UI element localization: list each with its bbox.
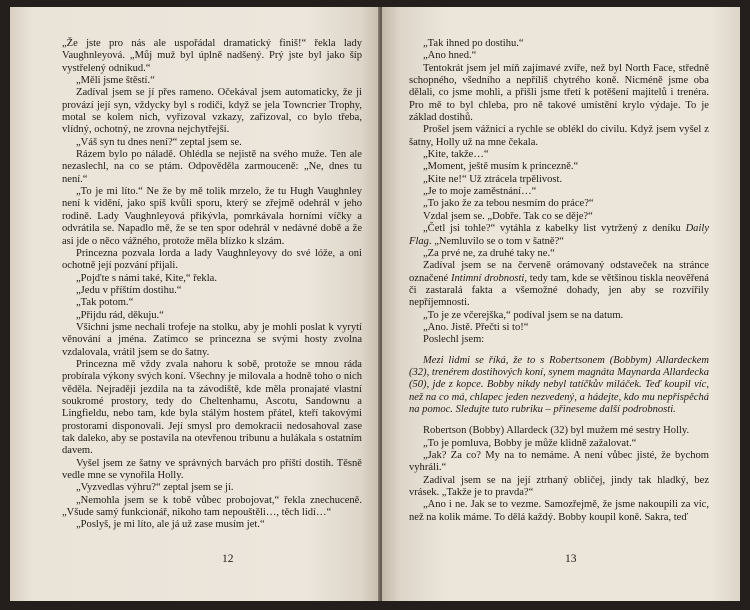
paragraph: „Je to moje zaměstnání…“ bbox=[423, 186, 537, 198]
page-number-left: 12 bbox=[222, 553, 234, 565]
paragraph-text: „Četl jsi tohle?“ vytáhla z kabelky list vytržený z deníku bbox=[423, 223, 686, 235]
paragraph: „To je mi líto.“ Ne že by mě tolik mrzelo, že tu Hugh Vaughnley není k vidění, jako spíš kvůli sporu, který se zřejmě odehrál v jeho rodině. Lady Vaughnleyová přikývla, pomrkávala horními víčky a odvrátila se. Napadlo mě, že se ten spor odehrál v nedávné době a že asi jde o něco vážného, protože měla blízko k slzám. bbox=[62, 186, 362, 247]
newspaper-title: Daily Flag bbox=[409, 223, 709, 247]
paragraph-text: . „Nemluvilo se o tom v šatně?“ bbox=[428, 235, 564, 247]
book-spread bbox=[10, 7, 740, 601]
paragraph: „Nemohla jsem se k tobě vůbec probojovat,“ řekla znechuceně. „Všude samý funkcionář, nikoho tam nepouštěli…, těch lidí…“ bbox=[62, 494, 362, 519]
paragraph: „Ano i ne. Jak se to vezme. Samozřejmě, že jsme nakoupili za víc, než na kolik máme. To dělá každý. Bobby koupil koně. Sakra, teď bbox=[409, 499, 709, 523]
paragraph: Poslechl jsem: bbox=[423, 334, 485, 346]
page-number-right: 13 bbox=[565, 553, 577, 565]
paragraph: Tentokrát jsem jel míň zajímavé zvíře, než byl North Face, středně schopného, všedního a nepříliš chytrého koně. Nicméně jsme oba dělali, co jsme mohli, a přišli jsme třetí k potěšení majitelů i trenéra. Pro mě to byl chleba, pro ně takové umístění krylo výdaje. To je základ dostihů. bbox=[409, 62, 709, 124]
paragraph: „Pojďte s námi také, Kite,“ řekla. bbox=[76, 272, 217, 284]
paragraph: „Ano hned.“ bbox=[423, 50, 477, 62]
paragraph: „Tak potom.“ bbox=[76, 297, 134, 309]
paragraph-intimni-drobnosti bbox=[409, 260, 709, 309]
paragraph: „Poslyš, je mi líto, ale já už zase musím jet.“ bbox=[76, 519, 265, 531]
paragraph: Rázem bylo po náladě. Ohlédla se nejistě na svého muže. Ten ale nezaslechl, na co se ptám. Odpověděla zarmouceně: „Ne, dnes tu není.“ bbox=[62, 149, 362, 185]
paragraph: Všichni jsme nechali trofeje na stolku, aby je mohli poslat k vyrytí věnování a jména. Zatímco se princezna se svými hosty zvolna vzdalovala, vrátil jsem se do šatny. bbox=[62, 321, 362, 358]
paragraph: „Jedu v příštím dostihu.“ bbox=[76, 284, 182, 296]
paragraph: „Vyzvedlas výhru?“ zeptal jsem se jí. bbox=[76, 482, 234, 494]
paragraph: „To jako že za tebou nesmím do práce?“ bbox=[423, 198, 594, 210]
paragraph: „To je ze včerejška,“ podíval jsem se na datum. bbox=[423, 309, 624, 321]
paragraph-text: Zadíval jsem se na červeně orámovaný odstaveček na stránce označené bbox=[409, 260, 709, 284]
paragraph: „To je pomluva, Bobby je může klidně zažalovat.“ bbox=[423, 437, 637, 449]
paragraph: Vyšel jsem ze šatny ve správných barvách pro příští dostih. Těsně vedle mne se vynořila Holly. bbox=[62, 457, 362, 482]
paragraph: „Tak ihned po dostihu.“ bbox=[423, 38, 524, 49]
paragraph: Prošel jsem vážnicí a rychle se oblékl do civilu. Když jsem vyšel z šatny, Holly už na mne čekala. bbox=[409, 124, 709, 148]
paragraph: Zadíval jsem se na její ztrhaný obličej, jindy tak hladký, bez vrásek. „Takže je to pravda?“ bbox=[409, 474, 709, 499]
newspaper-quote: Mezi lidmi se říká, že to s Robertsonem (Bobbym) Allardeckem (32), trenérem dostihových koní, synem magnáta Maynarda Allardecka (50), jde z kopce. Bobby nikdy nebyl tatíčkův miláček. Teď koupil víc, než na co má, chlapec jeden nezvedený, a hádejte, kdo mu nepřispěchá na pomoc. Sledujte tuto rubriku – přineseme další podrobnosti. bbox=[409, 354, 709, 415]
paragraph: Princezna pozvala lorda a lady Vaughnleyovy do své lóže, a oni ochotně její pozvání přijali. bbox=[62, 247, 362, 272]
right-page-text bbox=[409, 38, 709, 524]
paragraph: „Jak? Za co? My na to nemáme. A není vůbec jisté, že bychom vyhráli.“ bbox=[409, 450, 709, 474]
paragraph-text: , tedy tam, kde se většinou tiskla neověřená či zastaralá fakta a všemožné dohady, jen aby se rozvířily nepříjemnosti. bbox=[409, 272, 709, 309]
paragraph: Robertson (Bobby) Allardeck (32) byl mužem mé sestry Holly. bbox=[423, 425, 690, 437]
paragraph: „Že jste pro nás ale uspořádal dramatický finiš!“ řekla lady Vaughnleyová. „Můj muž byl úplně nadšený. Prý jste byl jako šíp vystřelený odnikud.“ bbox=[62, 38, 362, 74]
paragraph: „Za prvé ne, za druhé taky ne.“ bbox=[423, 247, 555, 259]
paragraph: Princezna mě vždy zvala nahoru k sobě, protože se mnou ráda probírala výkony svých koní. Všechny je milovala a hodně toho o nich věděla. Nejraději jezdila na ta závodiště, kde měla pronajaté vlastní soukromé prostory, tedy do Cheltenhamu, Ascotu, Sandownu a Lingfieldu, nebo tam, kde byla stálým hostem přátel, kteří takovými prostorami disponovali. Její smysl pro demokracii nedosahoval zase tak daleko, aby se postavila na otevřenou tribunu a hulákala s ostatním davem. bbox=[62, 358, 362, 457]
paragraph: „Moment, ještě musím k princezně.“ bbox=[423, 161, 579, 173]
paragraph: „Ano. Jistě. Přečti si to!“ bbox=[423, 321, 529, 333]
paragraph-daily-flag bbox=[409, 223, 709, 248]
paragraph: „Kite ne!“ Už ztrácela trpělivost. bbox=[423, 173, 563, 185]
paragraph: „Kite, takže…“ bbox=[423, 149, 489, 161]
paragraph: Zadíval jsem se jí přes rameno. Očekával jsem automaticky, že ji provází její syn, vždycky byl s rodiči, když se jela Towncrier Trophy, motal se kolem nich, vyřizoval vzkazy, zařizoval, co bylo třeba, vlídný, ochotný, ne zrovna nejchytřejší. bbox=[62, 87, 362, 136]
left-page bbox=[10, 7, 380, 601]
left-page-text bbox=[62, 38, 362, 532]
paragraph: „Váš syn tu dnes není?“ zeptal jsem se. bbox=[76, 136, 242, 148]
paragraph: „Přijdu rád, děkuju.“ bbox=[76, 309, 164, 321]
column-title: Intimní drobnosti bbox=[451, 272, 525, 284]
paragraph: Vzdal jsem se. „Dobře. Tak co se děje?“ bbox=[423, 210, 593, 222]
right-page bbox=[382, 7, 740, 601]
paragraph: „Měli jsme štěstí.“ bbox=[76, 75, 155, 87]
